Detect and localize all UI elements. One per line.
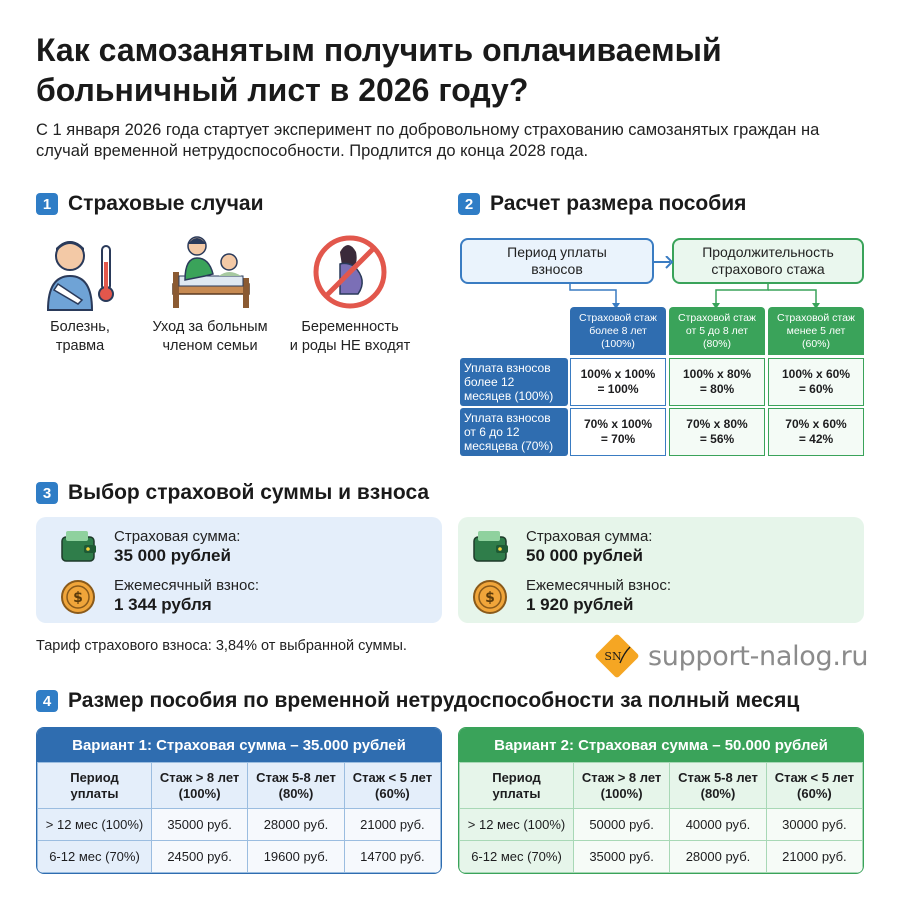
svg-text:$: $ [73, 590, 83, 606]
svg-text:SN: SN [604, 650, 622, 663]
table-cell: 50000 руб. [574, 809, 670, 841]
table-cell: 30000 руб. [766, 809, 862, 841]
calc-row-header: Уплата взносов от 6 до 12 месяцева (70%) [460, 408, 568, 456]
sum-label: Страховая сумма: [114, 528, 241, 545]
col-header: Стаж > 8 лет (100%) [574, 763, 670, 809]
table-row [460, 809, 863, 841]
flow-arrows [450, 256, 870, 312]
section-title: Выбор страховой суммы и взноса [68, 481, 430, 504]
sum-label: Страховая сумма: [526, 528, 653, 545]
section-number-badge: 1 [36, 193, 58, 215]
calc-cell: 100% x 100% = 100% [570, 358, 666, 406]
insured-case-care [140, 232, 280, 356]
table-title: Вариант 1: Страховая сумма – 35.000 рублей [37, 728, 441, 762]
table-cell: 35000 руб. [574, 841, 670, 873]
caregiver-icon [165, 232, 255, 312]
calc-row-header: Уплата взносов более 12 месяцев (100%) [460, 358, 568, 406]
fee-label: Ежемесячный взнос: [526, 577, 672, 594]
table-cell: 6-12 мес (70%) [38, 841, 152, 873]
coin-icon [60, 579, 96, 615]
coin-icon [472, 579, 508, 615]
table-cell: 35000 руб. [152, 809, 248, 841]
section1-heading [36, 192, 264, 216]
intro-text: С 1 января 2026 года стартует эксперимент по добровольному страхованию самозанятых граждан на случай временной нетрудоспособности. Продлится до конца 2028 года. [36, 121, 820, 160]
svg-text:$: $ [485, 590, 495, 606]
sn-logo-icon [594, 633, 640, 679]
section3-heading [36, 481, 429, 505]
payment-period-box: Период уплаты взносов [460, 238, 654, 284]
insured-case-pregnancy-excluded [280, 232, 420, 356]
calc-cell: 70% x 80% = 56% [669, 408, 765, 456]
insurance-option-panel-1 [36, 517, 442, 623]
calc-cell: 100% x 60% = 60% [768, 358, 864, 406]
table-cell: 14700 руб. [344, 841, 440, 873]
table-cell: 21000 руб. [766, 841, 862, 873]
fee-value: 1 344 рубля [114, 595, 212, 614]
col-header: Стаж < 5 лет (60%) [344, 763, 440, 809]
table-row [460, 841, 863, 873]
calc-col-header: Страховой стаж менее 5 лет (60%) [768, 307, 864, 355]
section-number-badge: 3 [36, 482, 58, 504]
fee-label: Ежемесячный взнос: [114, 577, 260, 594]
section4-heading [36, 689, 799, 713]
table-cell: 21000 руб. [344, 809, 440, 841]
benefit-table-variant-1 [36, 727, 442, 874]
wallet-icon [472, 529, 510, 563]
table-title: Вариант 2: Страховая сумма – 50.000 рублей [459, 728, 863, 762]
pregnancy-crossed-icon [310, 232, 390, 312]
col-header: Стаж 5-8 лет (80%) [670, 763, 767, 809]
col-header: Период уплаты [460, 763, 574, 809]
table-cell: 24500 руб. [152, 841, 248, 873]
case-label: Беременность и роды НЕ входят [289, 319, 411, 354]
section-title: Размер пособия по временной нетрудоспособности за полный месяц [68, 689, 800, 712]
calc-cell: 70% x 100% = 70% [570, 408, 666, 456]
section-title: Расчет размера пособия [490, 192, 747, 215]
calc-cell: 70% x 60% = 42% [768, 408, 864, 456]
sum-value: 50 000 рублей [526, 546, 643, 565]
table-cell: 40000 руб. [670, 809, 767, 841]
watermark-text: support-nalog.ru [648, 640, 869, 672]
col-header: Стаж 5-8 лет (80%) [248, 763, 345, 809]
sum-value: 35 000 рублей [114, 546, 231, 565]
table-row [38, 809, 441, 841]
page-title: Как самозанятым получить оплачиваемый больничный лист в 2026 году? [36, 32, 722, 108]
calc-col-header: Страховой стаж от 5 до 8 лет (80%) [669, 307, 765, 355]
case-label: Болезнь, травма [50, 319, 110, 354]
wallet-icon [60, 529, 98, 563]
table-cell: 6-12 мес (70%) [460, 841, 574, 873]
section-number-badge: 2 [458, 193, 480, 215]
section-title: Страховые случаи [68, 192, 264, 215]
benefit-table-variant-2 [458, 727, 864, 874]
calc-cell: 100% x 80% = 80% [669, 358, 765, 406]
watermark [594, 633, 868, 679]
table-cell: 19600 руб. [248, 841, 345, 873]
col-header: Период уплаты [38, 763, 152, 809]
table-cell: > 12 мес (100%) [38, 809, 152, 841]
fee-value: 1 920 рублей [526, 595, 634, 614]
table-cell: 28000 руб. [248, 809, 345, 841]
col-header: Стаж > 8 лет (100%) [152, 763, 248, 809]
sick-person-icon [40, 232, 120, 312]
col-header: Стаж < 5 лет (60%) [766, 763, 862, 809]
section-number-badge: 4 [36, 690, 58, 712]
insurance-option-panel-2 [458, 517, 864, 623]
insured-case-illness [30, 232, 130, 356]
calc-col-header: Страховой стаж более 8 лет (100%) [570, 307, 666, 355]
tariff-note: Тариф страхового взноса: 3,84% от выбранной суммы. [36, 638, 407, 654]
table-row [38, 841, 441, 873]
case-label: Уход за больным членом семьи [152, 319, 268, 354]
section2-heading [458, 192, 746, 216]
insurance-tenure-box: Продолжительность страхового стажа [672, 238, 864, 284]
table-cell: > 12 мес (100%) [460, 809, 574, 841]
table-cell: 28000 руб. [670, 841, 767, 873]
